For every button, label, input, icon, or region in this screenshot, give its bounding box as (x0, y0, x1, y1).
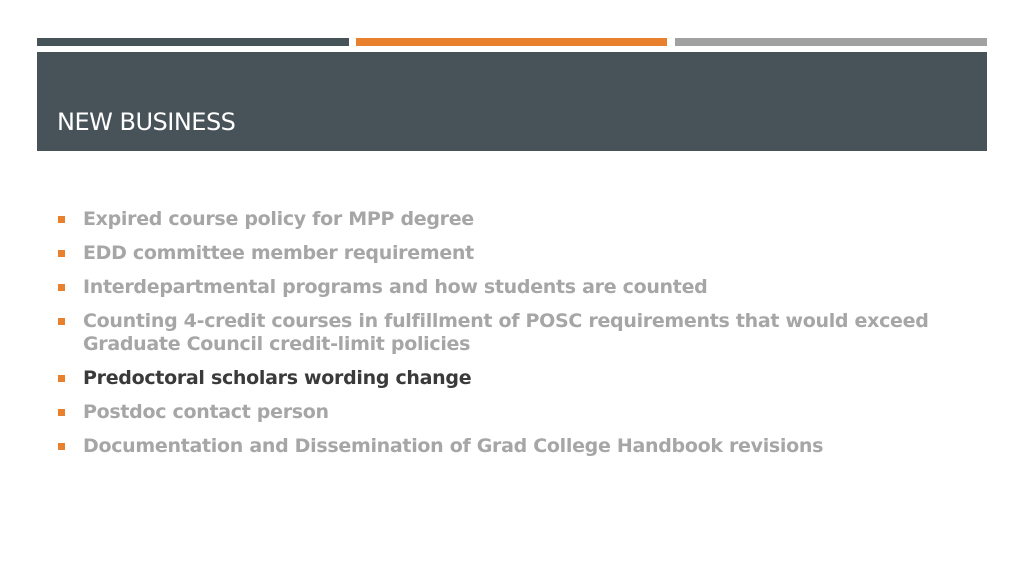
bullet-item (56, 367, 956, 390)
bullet-text: Postdoc contact person (83, 401, 329, 423)
square-bullet-icon (58, 250, 65, 257)
accent-bar-orange (356, 38, 667, 46)
bullet-item (56, 276, 956, 299)
square-bullet-icon (58, 409, 65, 416)
bullet-text: Documentation and Dissemination of Grad College Handbook revisions (83, 435, 824, 457)
bullet-item (56, 401, 956, 424)
square-bullet-icon (58, 216, 65, 223)
bullet-item (56, 242, 956, 265)
slide-title: NEW BUSINESS (57, 108, 236, 136)
accent-bar-gray (675, 38, 987, 46)
bullet-text: Predoctoral scholars wording change (83, 367, 472, 389)
bullet-item (56, 435, 956, 458)
bullet-item (56, 310, 956, 356)
accent-bar-dark (37, 38, 349, 46)
bullet-text: Expired course policy for MPP degree (83, 208, 474, 230)
square-bullet-icon (58, 284, 65, 291)
bullet-text: Interdepartmental programs and how students are counted (83, 276, 708, 298)
bullet-list (56, 208, 956, 469)
bullet-text: Counting 4-credit courses in fulfillment of POSC requirements that would exceed Graduate Council credit-limit policies (83, 310, 929, 355)
square-bullet-icon (58, 443, 65, 450)
bullet-item (56, 208, 956, 231)
square-bullet-icon (58, 375, 65, 382)
title-band (37, 52, 987, 151)
square-bullet-icon (58, 318, 65, 325)
bullet-text: EDD committee member requirement (83, 242, 474, 264)
